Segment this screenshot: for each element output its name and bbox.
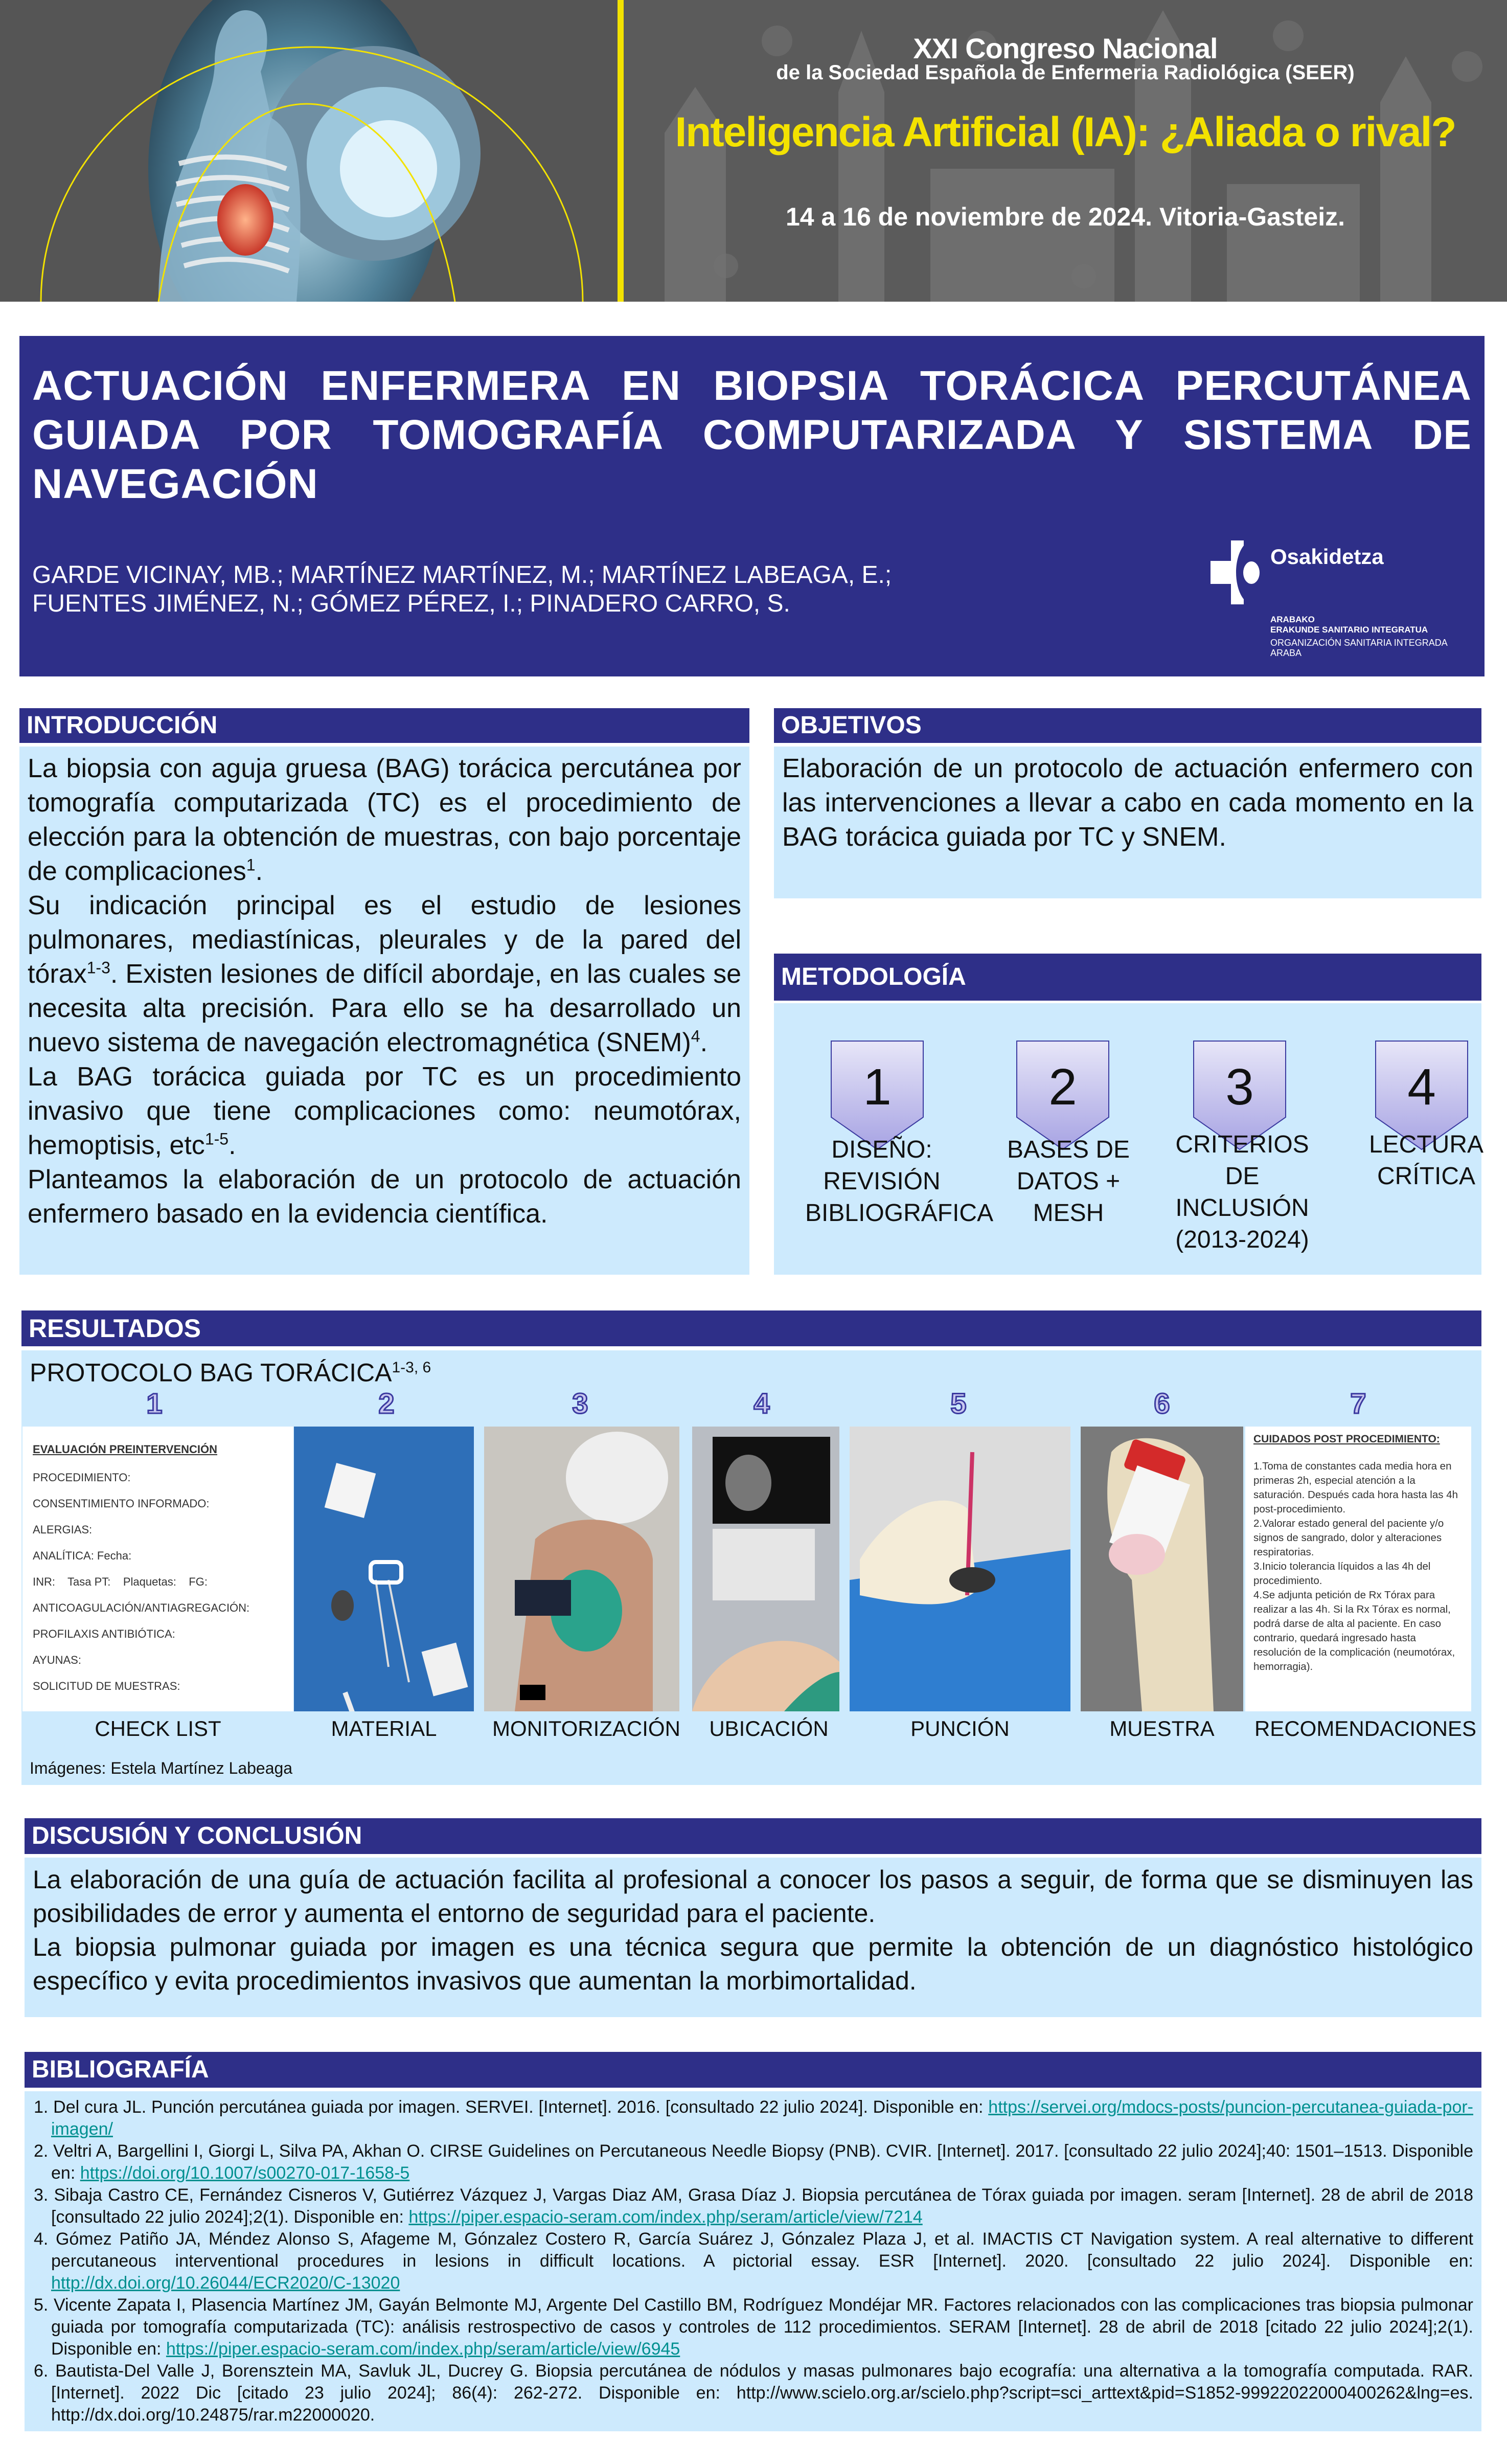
protocol-step-4-number: 4 <box>754 1387 770 1419</box>
checklist-item: ANALÍTICA: Fecha: <box>33 1549 132 1562</box>
authors <box>32 561 1003 618</box>
step-number: 1 <box>863 1058 892 1116</box>
step-label-line: BIBLIOGRÁFICA <box>805 1200 994 1227</box>
checklist-image <box>22 1427 293 1711</box>
biopsy-material-image <box>294 1427 474 1711</box>
congress-theme: Inteligencia Artificial (IA): ¿Aliada o rival? <box>675 109 1456 155</box>
section-body-bibliografia <box>25 2091 1481 2431</box>
section-body-discusion <box>25 1858 1481 2017</box>
banner-text-panel <box>624 0 1507 302</box>
recommendation-item: 4.Se adjunta petición de Rx Tórax para realizar a las 4h. Si la Rx Tórax es normal, podrá darse de alta al paciente. En caso contrario, quedará ingresado hasta resolución de la complicación (neumotórax, hemorragia). <box>1253 1589 1455 1672</box>
logo-sub-2: ERAKUNDE SANITARIO INTEGRATUA <box>1270 625 1428 635</box>
protocol-step-7-number: 7 <box>1350 1387 1366 1419</box>
step-number: 4 <box>1407 1058 1436 1116</box>
section-header-introduccion: INTRODUCCIÓN <box>19 708 749 743</box>
reference-item <box>34 2228 1473 2294</box>
step-1-label <box>805 1134 994 1229</box>
resultados-subtitle: PROTOCOLO BAG TORÁCICA$^{1-3, 6}$ <box>30 1358 431 1387</box>
xray-scanner-illustration <box>31 0 603 302</box>
logo-sub-1: ARABAKO <box>1270 615 1315 624</box>
image-credit: Imágenes: Estela Martínez Labeaga <box>30 1759 293 1777</box>
reference-link[interactable]: https://servei.org/mdocs-posts/puncion-percutanea-guiada-por-imagen/ <box>51 2097 1473 2139</box>
protocol-step-4-caption: UBICACIÓN <box>709 1716 829 1740</box>
protocol-step-6-caption: MUESTRA <box>1109 1716 1215 1740</box>
section-header-bibliografia: BIBLIOGRAFÍA <box>25 2052 1481 2088</box>
checklist-item: SOLICITUD DE MUESTRAS: <box>33 1680 180 1692</box>
logo-name: Osakidetza <box>1270 545 1384 569</box>
poster-title-block <box>19 336 1485 676</box>
step-label-line: (2013-2024) <box>1175 1226 1309 1253</box>
reference-text: 6. Bautista-Del Valle J, Borensztein MA, Savluk JL, Ducrey G. Biopsia percutánea de nódulos y masas pulmonares bajo ecografía: una alternativa a la tomografía computada. RAR. [Internet]. 2022 Dic [citado 23 julio 2024]; 86(4): 262-272. Disponible en: http://www.scielo.org.ar/scielo.php?script=sci_arttext&pid=S1852-99922022000400262&lng=es. http://dx.doi.org/10.24875/rar.m22000020. <box>34 2361 1473 2425</box>
step-label-line: REVISIÓN <box>823 1168 941 1195</box>
needle-puncture-image <box>850 1427 1070 1711</box>
objetivos-text: Elaboración de un protocolo de actuación enfermero con las intervenciones a llevar a cabo en cada momento en la BAG torácica guiada por TC y SNEM. <box>782 754 1473 852</box>
reference-text: 4. Gómez Patiño JA, Méndez Alonso S, Afageme M, Gónzalez Costero R, García Suárez J, Gónzalez Plaza J, et al. IMACTIS CT Navigation system. A real alternative to different percutaneous interventional procedures in lesions in difficult locations. A pictorial essay. ESR [Internet]. 2020. [consultado 22 julio 2024]. Disponible en: <box>34 2229 1473 2271</box>
protocol-step-1-caption: CHECK LIST <box>95 1716 221 1740</box>
checklist-items <box>33 1464 283 1699</box>
recommendation-item: 3.Inicio tolerancia líquidos a las 4h del procedimiento. <box>1253 1561 1431 1587</box>
authors-line-1: GARDE VICINAY, MB.; MARTÍNEZ MARTÍNEZ, M.; MARTÍNEZ LABEAGA, E.; <box>32 561 892 589</box>
patient-monitoring-image <box>484 1427 679 1711</box>
reference-item <box>34 2360 1473 2426</box>
step-label-line: CRITERIOS <box>1175 1131 1309 1158</box>
recommendations-title: CUIDADOS POST PROCEDIMIENTO: <box>1253 1433 1440 1445</box>
protocol-step-3-number: 3 <box>572 1387 588 1419</box>
step-3-label <box>1166 1129 1319 1256</box>
step-label-line: INCLUSIÓN <box>1175 1194 1309 1222</box>
ct-navigation-screen-image <box>692 1427 839 1711</box>
protocol-step-5-caption: PUNCIÓN <box>910 1716 1010 1740</box>
section-header-resultados: RESULTADOS <box>21 1310 1481 1346</box>
reference-item <box>34 2184 1473 2228</box>
step-label-line: DATOS + <box>1016 1168 1121 1195</box>
discusion-paragraph-1: La elaboración de una guía de actuación facilita al profesional a conocer los pasos a seguir, de forma que se disminuyen las posibilidades de error y aumenta el entorno de seguridad para el paciente. <box>33 1865 1473 1928</box>
protocol-step-5-number: 5 <box>950 1387 967 1419</box>
reference-text: 1. Del cura JL. Punción percutánea guiada por imagen. SERVEI. [Internet]. 2016. [consultado 22 julio 2024]. Disponible en: <box>34 2097 989 2117</box>
section-header-metodologia: METODOLOGÍA <box>774 954 1481 1001</box>
logo-subtitle-eu <box>1270 615 1428 635</box>
step-label-line: CRÍTICA <box>1377 1163 1475 1190</box>
intro-paragraph-3: La BAG torácica guiada por TC es un procedimiento invasivo que tiene complicaciones como: neumotórax, hemoptisis, etc$^{1-5}$. <box>28 1062 741 1160</box>
intro-paragraph-1: La biopsia con aguja gruesa (BAG) torácica percutánea por tomografía computarizada (TC) es el procedimiento de elección para la obtención de muestras, con bajo porcentaje de complicaciones$^1$. <box>28 754 741 886</box>
banner-divider <box>618 0 624 302</box>
osakidetza-cross-icon <box>1211 540 1272 604</box>
logo-sub-3: ORGANIZACIÓN SANITARIA INTEGRADA <box>1270 638 1448 648</box>
reference-item <box>34 2294 1473 2360</box>
congress-name: XXI Congreso Nacional <box>913 32 1218 64</box>
step-label-line: LECTURA <box>1368 1131 1484 1158</box>
authors-line-2: FUENTES JIMÉNEZ, N.; GÓMEZ PÉREZ, I.; PINADERO CARRO, S. <box>32 590 790 617</box>
section-header-discusion: DISCUSIÓN Y CONCLUSIÓN <box>25 1818 1481 1854</box>
reference-text: 3. Sibaja Castro CE, Fernández Cisneros V, Gutiérrez Vázquez J, Vargas Diaz AM, Grasa Díaz J. Biopsia percutánea de Tórax guiada por imagen. seram [Internet]. 28 de abril de 2018 [consultado 22 julio 2024];2(1). Disponible en: <box>34 2185 1473 2227</box>
logo-sub-4: ARABA <box>1270 648 1302 658</box>
banner-illustration <box>0 0 624 302</box>
checklist-item: PROFILAXIS ANTIBIÓTICA: <box>33 1627 175 1640</box>
recommendation-item: 1.Toma de constantes cada media hora en primeras 2h, especial atención a la saturación. Después cada hora hasta las 4h post-procedimiento. <box>1253 1460 1458 1515</box>
intro-paragraph-2: Su indicación principal es el estudio de lesiones pulmonares, mediastínicas, pleurales y de la pared del tórax$^{1-3}$. Existen lesiones de difícil abordaje, en las cuales se necesita alta precisión. Para ello se ha desarrollado un nuevo sistema de navegación electromagnética (SNEM)$^4$. <box>28 891 741 1057</box>
logo-subtitle-es <box>1270 638 1448 658</box>
osakidetza-logo <box>1211 540 1476 663</box>
monitoring-photo <box>484 1427 679 1711</box>
checklist-item: PROCEDIMIENTO: <box>33 1471 131 1484</box>
checklist-item: AYUNAS: <box>33 1654 81 1666</box>
congress-society: de la Sociedad Española de Enfermeria Radiológica (SEER) <box>776 61 1355 84</box>
recommendation-item: 2.Valorar estado general del paciente y/o signos de sangrado, dolor y alteraciones respiratorias. <box>1253 1518 1444 1558</box>
reference-text: 2. Veltri A, Bargellini I, Giorgi L, Silva PA, Akhan O. CIRSE Guidelines on Percutaneous Needle Biopsy (PNB). CVIR. [Internet]. 2017. [consultado 22 julio 2024];40: 1501–1513. Disponible en: <box>34 2141 1473 2183</box>
protocol-step-7-caption: RECOMENDACIONES <box>1254 1716 1477 1740</box>
reference-text: 5. Vicente Zapata I, Plasencia Martínez JM, Gayán Belmonte MJ, Argente Del Castillo BM, Rodríguez Mondéjar MR. Factores relacionados con las complicaciones tras biopsia pulmonar guiada por tomografía computarizada (TC): análisis restrospectivo de casos y controles de 112 procedimientos. SERAM [Internet]. 28 de abril de 2018 [citado 22 julio 2024];2(1). Disponible en: <box>34 2295 1473 2359</box>
protocol-step-2-number: 2 <box>378 1387 395 1419</box>
poster-title: ACTUACIÓN ENFERMERA EN BIOPSIA TORÁCICA PERCUTÁNEA GUIADA POR TOMOGRAFÍA COMPUTARIZADA Y SISTEMA DE NAVEGACIÓN <box>32 363 1472 507</box>
material-photo <box>294 1427 474 1711</box>
congress-banner <box>0 0 1507 302</box>
reference-link[interactable]: https://piper.espacio-seram.com/index.php/seram/article/view/6945 <box>166 2339 680 2359</box>
step-4-label <box>1350 1129 1503 1192</box>
reference-link[interactable]: https://piper.espacio-seram.com/index.php/seram/article/view/7214 <box>408 2207 923 2227</box>
reference-item <box>34 2140 1473 2184</box>
sample-photo <box>1081 1427 1243 1711</box>
checklist-item: CONSENTIMIENTO INFORMADO: <box>33 1497 210 1510</box>
puncture-photo <box>850 1427 1070 1711</box>
step-label-line: MESH <box>1033 1200 1104 1227</box>
recommendations-items <box>1253 1459 1463 1674</box>
step-2-label <box>992 1134 1145 1229</box>
checklist-item: ANTICOAGULACIÓN/ANTIAGREGACIÓN: <box>33 1601 250 1614</box>
congress-dates: 14 a 16 de noviembre de 2024. Vitoria-Gasteiz. <box>785 202 1345 231</box>
location-photo <box>692 1427 839 1711</box>
discusion-paragraph-2: La biopsia pulmonar guiada por imagen es una técnica segura que permite la obtención de un diagnóstico histológico específico y evita procedimientos invasivos que aumentan la morbimortalidad. <box>33 1933 1473 1995</box>
checklist-title: EVALUACIÓN PREINTERVENCIÓN <box>33 1443 218 1456</box>
protocol-step-1-number: 1 <box>146 1387 163 1419</box>
reference-link[interactable]: https://doi.org/10.1007/s00270-017-1658-5 <box>80 2163 410 2183</box>
section-body-introduccion <box>19 747 749 1275</box>
step-number: 2 <box>1048 1058 1077 1116</box>
protocol-step-3-caption: MONITORIZACIÓN <box>492 1716 680 1740</box>
recommendations-image <box>1245 1427 1471 1711</box>
reference-list <box>34 2096 1473 2426</box>
step-label-line: DE <box>1225 1163 1260 1190</box>
protocol-step-6-number: 6 <box>1154 1387 1170 1419</box>
sample-container-image <box>1081 1427 1243 1711</box>
protocol-step-2-caption: MATERIAL <box>331 1716 437 1740</box>
section-body-objetivos <box>774 747 1481 898</box>
checklist-item: INR: Tasa PT: Plaquetas: FG: <box>33 1575 208 1588</box>
step-label-line: DISEÑO: <box>831 1136 932 1163</box>
reference-item <box>34 2096 1473 2140</box>
step-label-line: BASES DE <box>1007 1136 1130 1163</box>
step-number: 3 <box>1225 1058 1254 1116</box>
reference-link[interactable]: http://dx.doi.org/10.26044/ECR2020/C-13020 <box>51 2273 400 2293</box>
intro-paragraph-4: Planteamos la elaboración de un protocolo de actuación enfermero basado en la evidencia científica. <box>28 1165 741 1229</box>
section-header-objetivos: OBJETIVOS <box>774 708 1481 743</box>
checklist-item: ALERGIAS: <box>33 1523 93 1536</box>
